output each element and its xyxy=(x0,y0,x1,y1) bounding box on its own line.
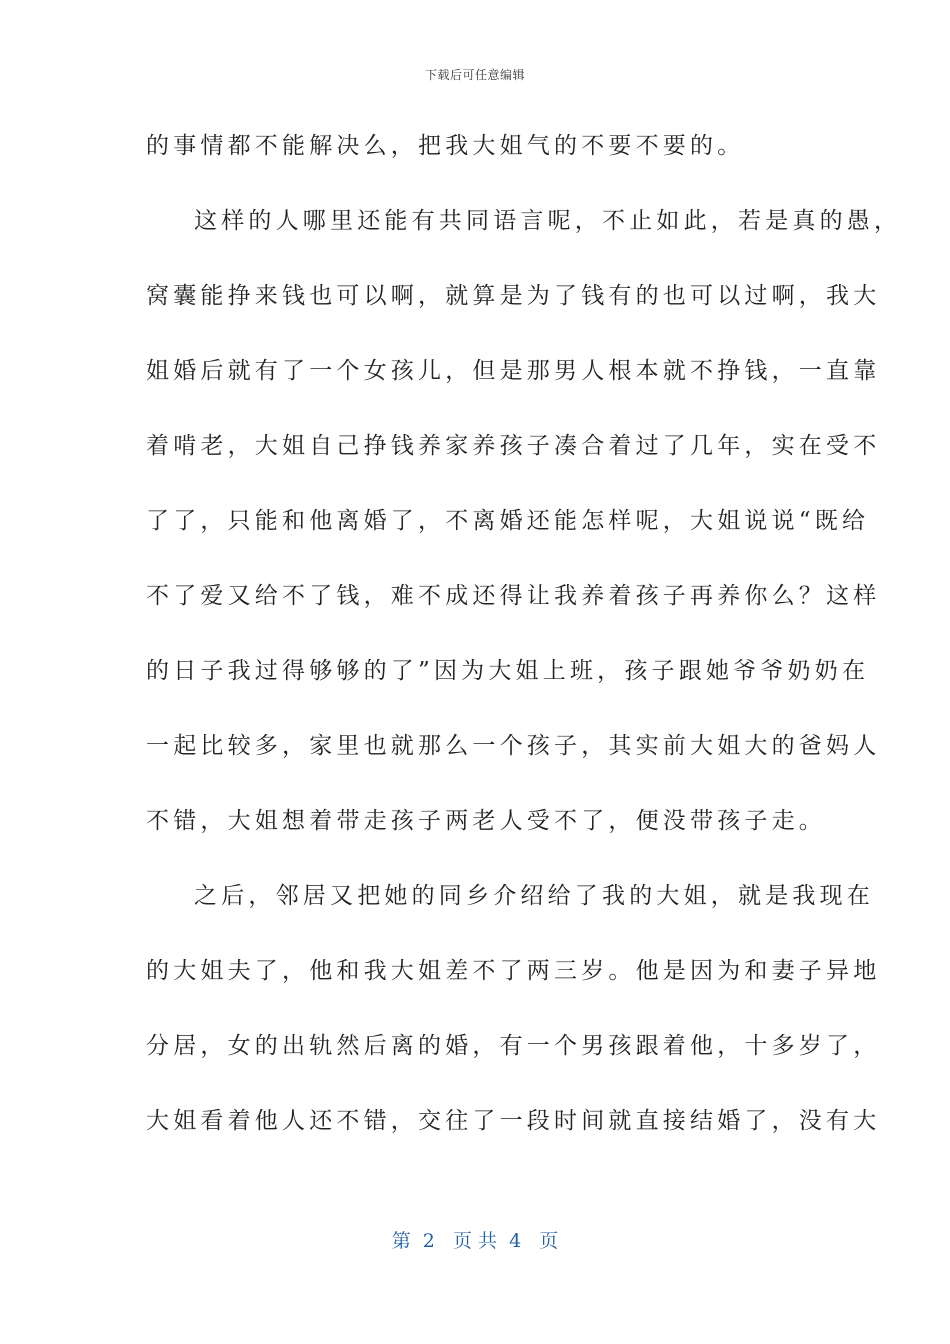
paragraph-line: 不了爱又给不了钱，难不成还得让我养着孩子再养你么？这样 xyxy=(146,583,881,609)
paragraph-line: 的大姐夫了，他和我大姐差不了两三岁。他是因为和妻子异地 xyxy=(146,958,881,984)
paragraph-line: 的日子我过得够够的了”因为大姐上班，孩子跟她爷爷奶奶在 xyxy=(146,658,870,684)
paragraph-line: 不错，大姐想着带走孩子两老人受不了，便没带孩子走。 xyxy=(146,808,826,834)
page-header: 下载后可任意编辑 xyxy=(424,68,525,82)
paragraph-line: 了了，只能和他离婚了，不离婚还能怎样呢，大姐说说“既给 xyxy=(146,508,870,534)
paragraph-line: 这样的人哪里还能有共同语言呢，不止如此，若是真的愚， xyxy=(194,208,902,234)
paragraph-line: 窝囊能挣来钱也可以啊，就算是为了钱有的也可以过啊，我大 xyxy=(146,283,881,309)
paragraph-line: 姐婚后就有了一个女孩儿，但是那男人根本就不挣钱，一直靠 xyxy=(146,358,881,384)
paragraph-line: 的事情都不能解决么，把我大姐气的不要不要的。 xyxy=(146,133,745,159)
paragraph-line: 分居，女的出轨然后离的婚，有一个男孩跟着他，十多岁了， xyxy=(146,1033,881,1059)
paragraph-line: 一起比较多，家里也就那么一个孩子，其实前大姐大的爸妈人 xyxy=(146,733,881,759)
paragraph-line: 着啃老，大姐自己挣钱养家养孩子凑合着过了几年，实在受不 xyxy=(146,433,881,459)
document-body xyxy=(146,126,902,1176)
page-number-footer: 第 2 页 共 4 页 xyxy=(391,1230,559,1252)
paragraph-line: 之后，邻居又把她的同乡介绍给了我的大姐，就是我现在 xyxy=(194,883,874,909)
paragraph-line: 大姐看着他人还不错，交往了一段时间就直接结婚了，没有大 xyxy=(146,1108,881,1134)
